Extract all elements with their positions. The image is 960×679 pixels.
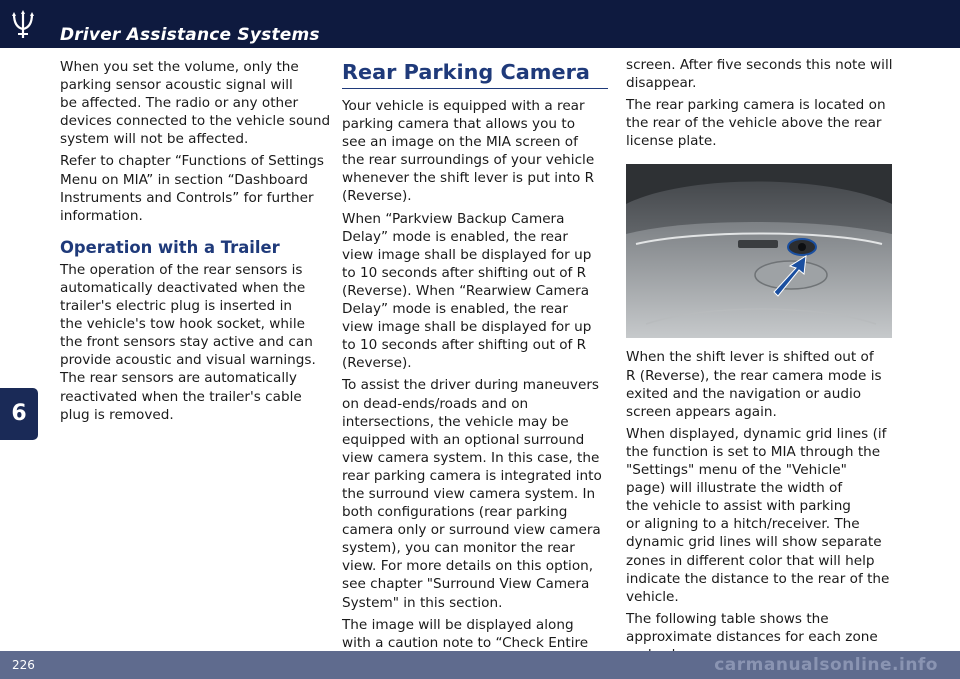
paragraph-trailer: The operation of the rear sensors is automatically deactivated when the trailer's electric plug is inserted in the vehicle's tow hook socket, while the front sensors stay active and can provide acoustic and visual warnings. The rear sensors are automatically reactivated when the trailer's cable plug is removed. xyxy=(60,261,316,423)
page-number: 226 xyxy=(12,658,35,672)
rear-camera-photo xyxy=(626,164,892,338)
column-middle xyxy=(342,58,608,674)
paragraph-refer: Refer to chapter “Functions of Settings Menu on MIA” in section “Dashboard Instruments and Controls” for further information. xyxy=(60,153,324,224)
paragraph-camera-delay: When “Parkview Backup Camera Delay” mode is enabled, the rear view image shall be displayed for up to 10 seconds after shifting out of R (Reverse). When “Rearwiew Camera Delay” mode is enabled, the rear view image shall be displayed for up to 10 seconds after shifting out of R (Reverse). xyxy=(342,210,592,372)
paragraph-surround-view: To assist the driver during maneuvers on dead-ends/roads and on intersections, the vehicle may be equipped with an optional surround view camera system. In this case, the rear parking camera is integrated into the surround view camera system. In both configurations (rear parking camera only or surround view camera system), you can monitor the rear view. For more details on this option, see chapter "Surround View Camera System" in this section. xyxy=(342,377,602,611)
paragraph-grid-lines: When displayed, dynamic grid lines (if the function is set to MIA through the "Settings" menu of the "Vehicle" page) will illustrate the width of the vehicle to assist with parking or aligning to a hitch/receiver. The dynamic grid lines will show separate zones in different color that will help indicate the distance to the rear of the vehicle. xyxy=(626,425,890,605)
paragraph-caution-note: The image will be displayed along with a caution note to “Check Entire xyxy=(342,616,589,651)
paragraph-shift-out: When the shift lever is shifted out of R (Reverse), the rear camera mode is exited and the navigation or audio screen appears again. xyxy=(626,349,882,420)
column-right xyxy=(626,58,896,668)
trident-icon xyxy=(10,10,36,40)
page-footer xyxy=(0,651,960,679)
paragraph-camera-intro: Your vehicle is equipped with a rear parking camera that allows you to see an image on the MIA screen of the rear surroundings of your vehicle whenever the shift lever is put into R (Reverse). xyxy=(342,98,595,205)
paragraph-note-disappear: screen. After five seconds this note will disappear. xyxy=(626,57,893,92)
column-left xyxy=(60,58,332,428)
page-header xyxy=(0,0,960,48)
chapter-number: 6 xyxy=(11,401,27,426)
heading-rear-camera: Rear Parking Camera xyxy=(342,58,608,89)
paragraph-camera-location: The rear parking camera is located on the rear of the vehicle above the rear license plate. xyxy=(626,97,886,150)
section-title: Driver Assistance Systems xyxy=(60,25,320,45)
chapter-tab[interactable] xyxy=(0,388,38,440)
paragraph-table-intro: The following table shows the approximate distances for each zone xyxy=(626,610,878,645)
watermark: carmanualsonline.info xyxy=(714,655,938,675)
heading-trailer: Operation with a Trailer xyxy=(60,237,280,257)
paragraph-volume: When you set the volume, only the parking sensor acoustic signal will be affected. The radio or any other devices connected to the vehicle sound system will not be affected. xyxy=(60,59,331,148)
